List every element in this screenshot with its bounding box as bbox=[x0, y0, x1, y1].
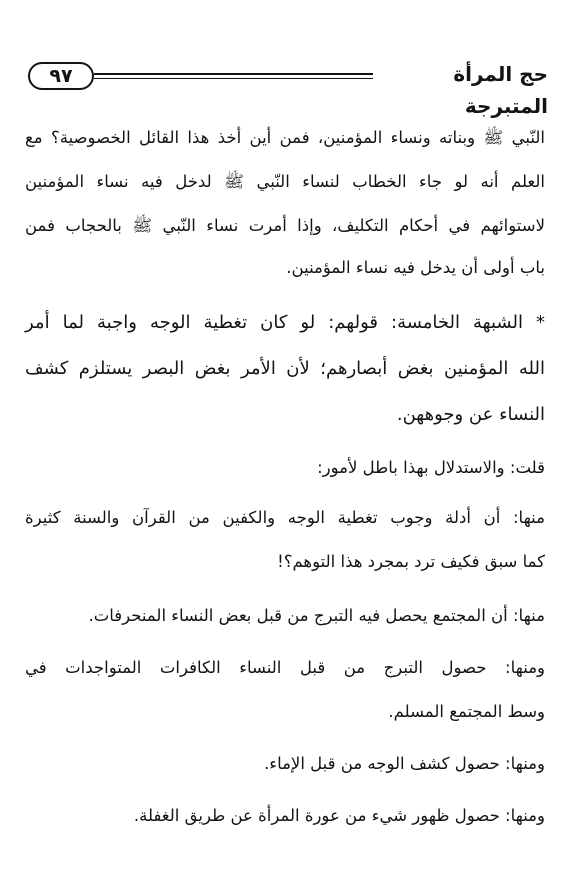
text-line: باب أولى أن يدخل فيه نساء المؤمنين. bbox=[286, 258, 545, 277]
text-line: وسط المجتمع المسلم. bbox=[388, 702, 545, 721]
text-line: ومنها: حصول كشف الوجه من قبل الإماء. bbox=[264, 754, 545, 773]
text-line: النساء عن وجوههن. bbox=[396, 404, 545, 425]
page-header bbox=[28, 58, 548, 118]
text-line: منها: أن أدلة وجوب تغطية الوجه والكفين من القرآن والسنة كثيرة bbox=[25, 508, 545, 527]
text-line: النّبي ﷺ وبناته ونساء المؤمنين، فمن أين أخذ هذا القائل الخصوصية؟ مع bbox=[25, 128, 545, 147]
header-rule-thin bbox=[94, 78, 373, 79]
header-rule bbox=[94, 73, 373, 75]
text-line: منها: أن المجتمع يحصل فيه التبرج من قبل بعض النساء المنحرفات. bbox=[88, 606, 545, 625]
text-line: لاستوائهم في أحكام التكليف، وإذا أمرت نساء النّبي ﷺ بالحجاب فمن bbox=[25, 216, 545, 235]
book-title: حج المرأة المتبرجة bbox=[453, 62, 548, 118]
page-number: ٩٧ bbox=[28, 62, 94, 90]
text-line: كما سبق فكيف ترد بمجرد هذا التوهم؟! bbox=[277, 552, 545, 571]
text-line: العلم أنه لو جاء الخطاب لنساء النّبي ﷺ لدخل فيه نساء المؤمنين bbox=[25, 172, 545, 191]
text-line: ومنها: حصول التبرج من قبل النساء الكافرات المتواجدات في bbox=[25, 658, 545, 677]
text-line: * الشبهة الخامسة: قولهم: لو كان تغطية الوجه واجبة لما أمر bbox=[25, 312, 545, 333]
text-line: الله المؤمنين بغض أبصارهم؛ لأن الأمر بغض البصر يستلزم كشف bbox=[25, 358, 545, 379]
text-line: ومنها: حصول ظهور شيء من عورة المرأة عن طريق الغفلة. bbox=[133, 806, 545, 825]
text-line: قلت: والاستدلال بهذا باطل لأمور: bbox=[317, 458, 545, 477]
